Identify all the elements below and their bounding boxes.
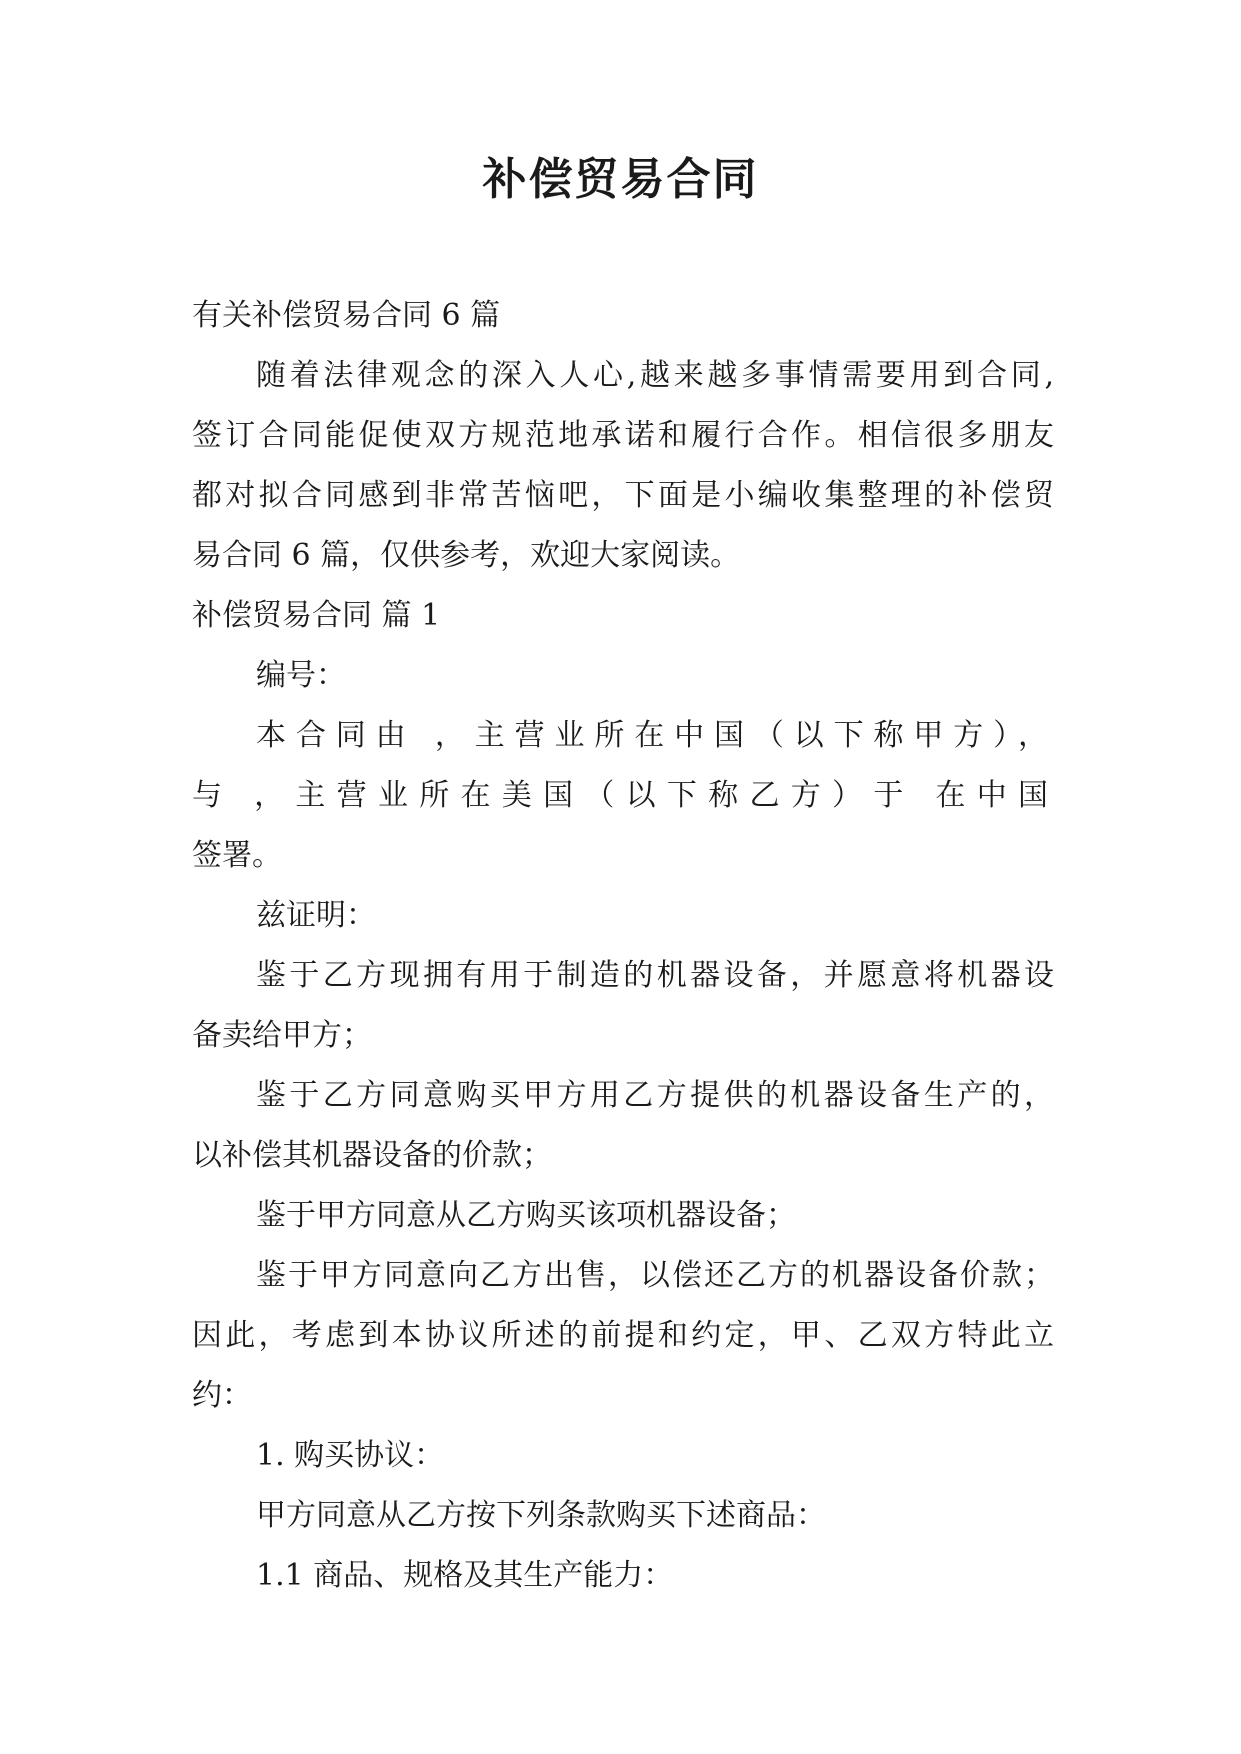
document-title: 补偿贸易合同 xyxy=(482,154,759,205)
recital-line: 鉴于甲方同意向乙方出售，以偿还乙方的机器设备价款； xyxy=(256,1258,1054,1293)
contract-number-label: 编号： xyxy=(256,658,346,693)
recital-line: 备卖给甲方； xyxy=(192,1018,372,1053)
clause-heading: 1. 购买协议： xyxy=(256,1438,445,1473)
recital-line: 约： xyxy=(192,1378,252,1413)
parties-paragraph-line: 与 ，主营业所在美国（以下称乙方）于 在中国 xyxy=(192,778,1054,813)
witness-clause: 兹证明： xyxy=(256,898,376,933)
recital-line: 因此，考虑到本协议所述的前提和约定，甲、乙双方特此立 xyxy=(192,1318,1054,1353)
parties-paragraph-line: 本合同由 ，主营业所在中国（以下称甲方）， xyxy=(256,718,1054,753)
collection-heading: 有关补偿贸易合同 6 篇 xyxy=(192,298,501,333)
intro-paragraph-line: 易合同 6 篇，仅供参考，欢迎大家阅读。 xyxy=(192,538,741,573)
intro-paragraph-line: 签订合同能促使双方规范地承诺和履行合作。相信很多朋友 xyxy=(192,418,1054,453)
subclause-heading: 1.1 商品、规格及其生产能力： xyxy=(256,1558,674,1593)
recital-line: 鉴于乙方同意购买甲方用乙方提供的机器设备生产的， xyxy=(256,1078,1054,1113)
recital-line: 以补偿其机器设备的价款； xyxy=(192,1138,552,1173)
parties-paragraph-line: 签署。 xyxy=(192,838,282,873)
recital-line: 鉴于乙方现拥有用于制造的机器设备，并愿意将机器设 xyxy=(256,958,1054,993)
intro-paragraph-line: 随着法律观念的深入人心,越来越多事情需要用到合同, xyxy=(256,358,1054,393)
intro-paragraph-line: 都对拟合同感到非常苦恼吧，下面是小编收集整理的补偿贸 xyxy=(192,478,1054,513)
clause-text: 甲方同意从乙方按下列条款购买下述商品： xyxy=(256,1498,826,1533)
section-heading: 补偿贸易合同 篇 1 xyxy=(192,598,441,633)
recital-line: 鉴于甲方同意从乙方购买该项机器设备； xyxy=(256,1198,796,1233)
